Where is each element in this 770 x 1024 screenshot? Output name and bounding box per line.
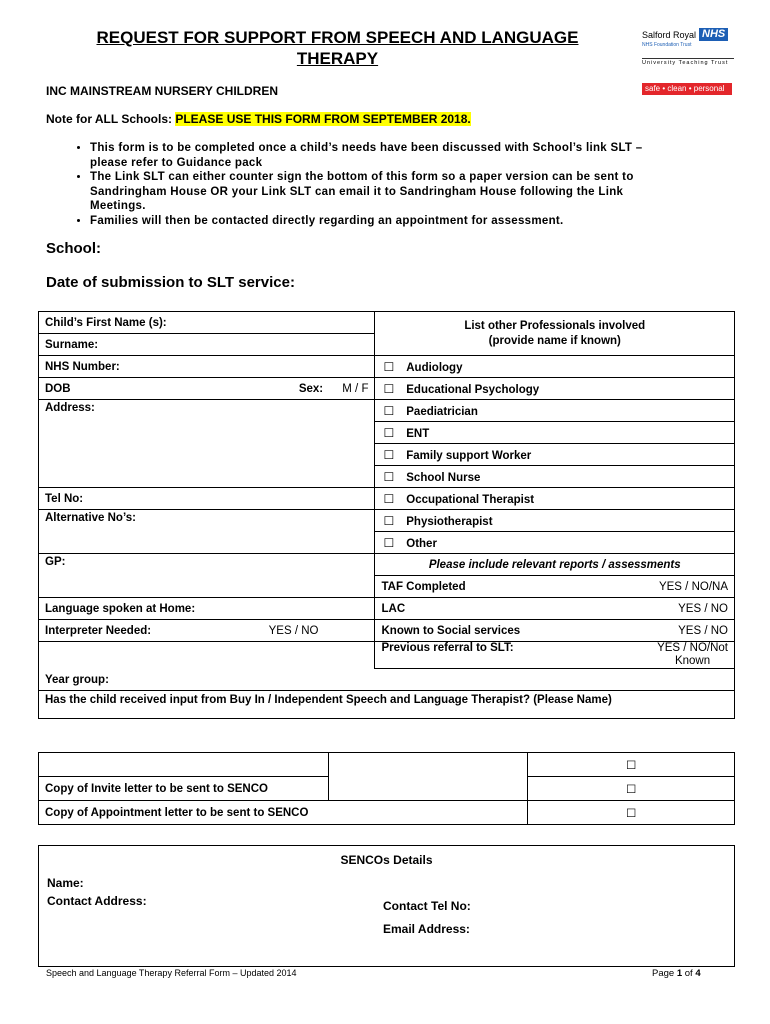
previous-referral-field[interactable]: Previous referral to SLT: YES / NO/Not Known	[375, 642, 735, 669]
prof-other[interactable]: ☐ Other	[375, 532, 735, 554]
senco-details-box	[38, 845, 735, 967]
nhs-logo: Salford Royal NHS NHS Foundation Trust University Teaching Trust	[642, 28, 734, 66]
senco-email-field[interactable]: Email Address:	[383, 922, 470, 936]
professionals-header: List other Professionals involved (provide name if known)	[375, 312, 735, 356]
tel-field[interactable]: Tel No:	[39, 488, 375, 510]
senco-address-field[interactable]: Contact Address:	[47, 894, 147, 908]
senco-details-title: SENCOs Details	[340, 853, 433, 867]
prof-school-nurse[interactable]: ☐ School Nurse	[375, 466, 735, 488]
social-services-field[interactable]: Known to Social services YES / NO	[375, 620, 735, 642]
referral-table	[38, 311, 735, 719]
year-group-field[interactable]: Year group:	[39, 669, 735, 691]
tagline-badge: safe • clean • personal	[642, 83, 732, 95]
list-item: • Families will then be contacted directly regarding an appointment for assessment.	[90, 214, 660, 229]
gp-field[interactable]: GP:	[39, 554, 375, 598]
address-field[interactable]: Address:	[39, 400, 375, 488]
prof-occupational-therapist[interactable]: ☐ Occupational Therapist	[375, 488, 735, 510]
invite-letter-checkbox[interactable]: ☐	[528, 777, 735, 801]
prof-audiology[interactable]: ☐ Audiology	[375, 356, 735, 378]
prof-educational-psychology[interactable]: ☐ Educational Psychology	[375, 378, 735, 400]
page-number: Page 1 of 4	[652, 968, 701, 979]
list-item: • This form is to be completed once a child’s needs have been discussed with School’s link SLT – please refer to Guidance pack	[90, 141, 660, 170]
blank-cell	[328, 753, 528, 801]
nhs-number-field[interactable]: NHS Number:	[39, 356, 375, 378]
prof-paediatrician[interactable]: ☐ Paediatrician	[375, 400, 735, 422]
appointment-letter-checkbox[interactable]: ☐	[528, 801, 735, 825]
senco-letters-table	[38, 752, 735, 825]
surname-field[interactable]: Surname:	[39, 334, 375, 356]
spacer-cell	[39, 642, 375, 669]
lac-field[interactable]: LAC YES / NO	[375, 598, 735, 620]
alt-number-field[interactable]: Alternative No’s:	[39, 510, 375, 554]
prof-ent[interactable]: ☐ ENT	[375, 422, 735, 444]
senco-name-field[interactable]: Name:	[47, 876, 84, 890]
prof-physiotherapist[interactable]: ☐ Physiotherapist	[375, 510, 735, 532]
interpreter-field[interactable]: Interpreter Needed: YES / NO	[39, 620, 375, 642]
form-title: REQUEST FOR SUPPORT FROM SPEECH AND LANGUAGE THERAPY	[96, 28, 579, 68]
prof-family-support[interactable]: ☐ Family support Worker	[375, 444, 735, 466]
submission-date-label[interactable]: Date of submission to SLT service:	[46, 274, 295, 291]
list-item: • The Link SLT can either counter sign the bottom of this form so a paper version can be sent to Sandringham House OR your Link SLT can email it to Sandringham House following the Link Meetings.	[90, 170, 660, 214]
appointment-letter-label: Copy of Appointment letter to be sent to SENCO	[39, 801, 528, 825]
reports-note: Please include relevant reports / assessments	[375, 554, 735, 576]
school-label[interactable]: School:	[46, 240, 101, 257]
first-name-field[interactable]: Child’s First Name (s):	[39, 312, 375, 334]
checkbox-blank[interactable]: ☐	[528, 753, 735, 777]
language-field[interactable]: Language spoken at Home:	[39, 598, 375, 620]
invite-letter-label: Copy of Invite letter to be sent to SENCO	[39, 777, 329, 801]
taf-field[interactable]: TAF Completed YES / NO/NA	[375, 576, 735, 598]
senco-tel-field[interactable]: Contact Tel No:	[383, 899, 471, 913]
instructions-list	[66, 141, 660, 228]
footer-text: Speech and Language Therapy Referral Form – Updated 2014	[46, 968, 297, 978]
blank-cell	[39, 753, 329, 777]
buy-in-field[interactable]: Has the child received input from Buy In / Independent Speech and Language Therapist? (Please Name)	[39, 691, 735, 719]
note: Note for ALL Schools: PLEASE USE THIS FORM FROM SEPTEMBER 2018.	[46, 112, 471, 126]
dob-field[interactable]: DOB Sex: M / F	[39, 378, 375, 400]
subtitle: INC MAINSTREAM NURSERY CHILDREN	[46, 84, 279, 98]
